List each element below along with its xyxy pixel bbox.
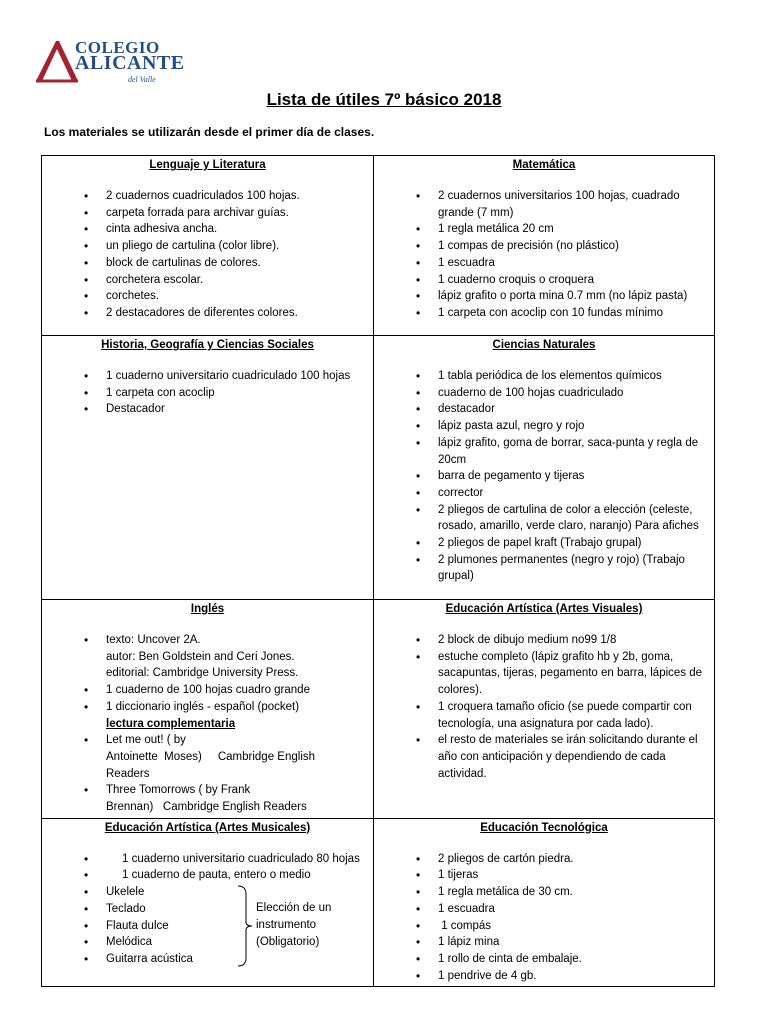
section-heading: Lenguaje y Literatura xyxy=(149,159,266,171)
text-line: editorial: Cambridge University Press. xyxy=(106,667,299,680)
list-item: • 2 pliegos de papel kraft (Trabajo grupal) xyxy=(380,535,708,552)
list-item: • 1 croquera tamaño oficio (se puede compartir con tecnología, una asignatura por cada lado). xyxy=(380,699,708,732)
list-item: • 1 lápiz mina xyxy=(380,934,708,951)
section-ciencias xyxy=(374,336,715,600)
logo-line-3: del Valle xyxy=(128,75,156,84)
list-item: • Ukelele xyxy=(48,884,367,901)
list-item: • barra de pegamento y tijeras xyxy=(380,468,708,485)
list-item: • lápiz pasta azul, negro y rojo xyxy=(380,418,708,435)
page-title: Lista de útiles 7º básico 2018 xyxy=(266,90,502,109)
list-item: • cuaderno de 100 hojas cuadriculado xyxy=(380,385,708,402)
text-line: autor: Ben Goldstein and Ceri Jones. xyxy=(106,650,295,663)
logo-line-2: ALICANTE xyxy=(75,52,185,74)
list-item: • corchetes. xyxy=(48,288,367,305)
list-item: • 1 cuaderno de 100 hojas cuadro grande xyxy=(48,682,367,699)
list-item: • 1 regla metálica 20 cm xyxy=(380,221,708,238)
text-line: • texto: Uncover 2A. xyxy=(106,634,201,646)
list-item: • 1 compas de precisión (no plástico) xyxy=(380,238,708,255)
section-heading: Ciencias Naturales xyxy=(492,339,596,351)
list-item: • 1 compás xyxy=(380,918,708,935)
list-item: • 1 tabla periódica de los elementos químicos xyxy=(380,368,708,385)
list-item: • 1 escuadra xyxy=(380,901,708,918)
list-item: • cinta adhesiva ancha. xyxy=(48,221,367,238)
table-row xyxy=(42,336,715,600)
item-list xyxy=(380,632,708,782)
list-item: • 2 block de dibujo medium no99 1/8 xyxy=(380,632,708,649)
section-heading: Educación Artística (Artes Musicales) xyxy=(104,821,311,834)
list-item: • Melódica xyxy=(48,934,367,951)
list-item: • Guitarra acústica xyxy=(48,951,367,968)
table-row xyxy=(42,600,715,819)
section-heading: Educación Tecnológica xyxy=(480,821,608,834)
list-item: • 1 cuaderno de pauta, entero o medio xyxy=(48,867,367,884)
section-lenguaje xyxy=(42,156,374,336)
section-historia xyxy=(42,336,374,600)
section-heading: Matemática xyxy=(512,159,576,171)
section-heading: Inglés xyxy=(190,603,225,615)
text-line: • Three Tomorrows ( by Frank xyxy=(106,784,251,797)
item-list xyxy=(48,188,367,322)
text-line: Readers xyxy=(106,767,150,780)
school-logo xyxy=(32,38,185,88)
text-line: Antoinette Moses) Cambridge English xyxy=(106,750,316,763)
list-item: • block de cartulinas de colores. xyxy=(48,255,367,272)
list-item: • Destacador xyxy=(48,401,367,418)
list-item: • 2 cuadernos universitarios 100 hojas, cuadrado grande (7 mm) xyxy=(380,188,708,221)
item-list xyxy=(48,851,367,884)
list-item: • 2 pliegos de cartulina de color a elección (celeste, rosado, amarillo, verde claro, naranjo) Para afiches xyxy=(380,502,708,535)
table-row xyxy=(42,818,715,987)
list-item: • 1 cuaderno universitario cuadriculado 80 hojas xyxy=(48,851,367,868)
section-ingles xyxy=(42,600,374,819)
list-item: • 2 cuadernos cuadriculados 100 hojas. xyxy=(48,188,367,205)
section-matematica xyxy=(374,156,715,336)
list-item: • 1 tijeras xyxy=(380,867,708,884)
list-item: • 1 cuaderno croquis o croquera xyxy=(380,272,708,289)
list-item xyxy=(48,732,367,782)
list-item: • lápiz grafito o porta mina 0.7 mm (no lápiz pasta) xyxy=(380,288,708,305)
supplies-table xyxy=(41,155,715,987)
list-item: • 1 diccionario inglés - español (pocket) xyxy=(48,699,367,716)
list-item: • el resto de materiales se irán solicitando durante el año con anticipación y dependiendo de cada actividad. xyxy=(380,732,708,782)
item-list xyxy=(380,851,708,985)
logo-line-1: COLEGIO xyxy=(75,38,160,57)
list-item xyxy=(48,632,367,682)
list-item: • 2 plumones permanentes (negro y rojo) (Trabajo grupal) xyxy=(380,552,708,585)
list-item: • corrector xyxy=(380,485,708,502)
list-item: • 1 regla metálica de 30 cm. xyxy=(380,884,708,901)
instrument-note xyxy=(256,900,331,951)
list-item: • corchetera escolar. xyxy=(48,272,367,289)
note-line: instrumento xyxy=(256,919,317,932)
list-item: • Flauta dulce xyxy=(48,918,367,935)
list-item: • 1 cuaderno universitario cuadriculado 100 hojas xyxy=(48,368,367,385)
section-tecnologia xyxy=(374,818,715,987)
list-item: • 1 carpeta con acoclip con 10 fundas mínimo xyxy=(380,305,708,322)
table-row xyxy=(42,156,715,336)
item-list xyxy=(380,188,708,322)
item-list xyxy=(380,368,708,585)
list-item: • estuche completo (lápiz grafito hb y 2b, goma, sacapuntas, tijeras, pegamento en barra, lápices de colores). xyxy=(380,649,708,699)
list-item: • un pliego de cartulina (color libre). xyxy=(48,238,367,255)
intro-text: Los materiales se utilizarán desde el primer día de clases. xyxy=(44,125,375,139)
note-line: Elección de un xyxy=(256,902,332,915)
text-line: Brennan) Cambridge English Readers xyxy=(106,801,307,814)
list-item: • destacador xyxy=(380,401,708,418)
list-item xyxy=(48,782,367,815)
section-heading: Educación Artística (Artes Visuales) xyxy=(445,603,643,615)
list-item: • 2 destacadores de diferentes colores. xyxy=(48,305,367,322)
text-line: • Let me out! ( by xyxy=(106,734,186,747)
list-subheading: lectura complementaria xyxy=(106,717,236,730)
list-item: • 2 pliegos de cartón piedra. xyxy=(380,851,708,868)
section-artes-visuales xyxy=(374,600,715,819)
list-item: • 1 carpeta con acoclip xyxy=(48,385,367,402)
section-artes-musicales xyxy=(42,818,374,987)
instrument-choice xyxy=(48,884,367,968)
list-item: • 1 rollo de cinta de embalaje. xyxy=(380,951,708,968)
item-list xyxy=(48,368,367,418)
list-item: • Teclado xyxy=(48,901,367,918)
item-list xyxy=(48,632,367,816)
list-item: • lápiz grafito, goma de borrar, saca-punta y regla de 20cm xyxy=(380,435,708,468)
list-item: • carpeta forrada para archivar guías. xyxy=(48,205,367,222)
list-item: • 1 escuadra xyxy=(380,255,708,272)
bracket-icon xyxy=(236,884,256,968)
note-line: (Obligatorio) xyxy=(256,936,320,949)
list-item: • 1 pendrive de 4 gb. xyxy=(380,968,708,985)
section-heading: Historia, Geografía y Ciencias Sociales xyxy=(101,339,314,351)
